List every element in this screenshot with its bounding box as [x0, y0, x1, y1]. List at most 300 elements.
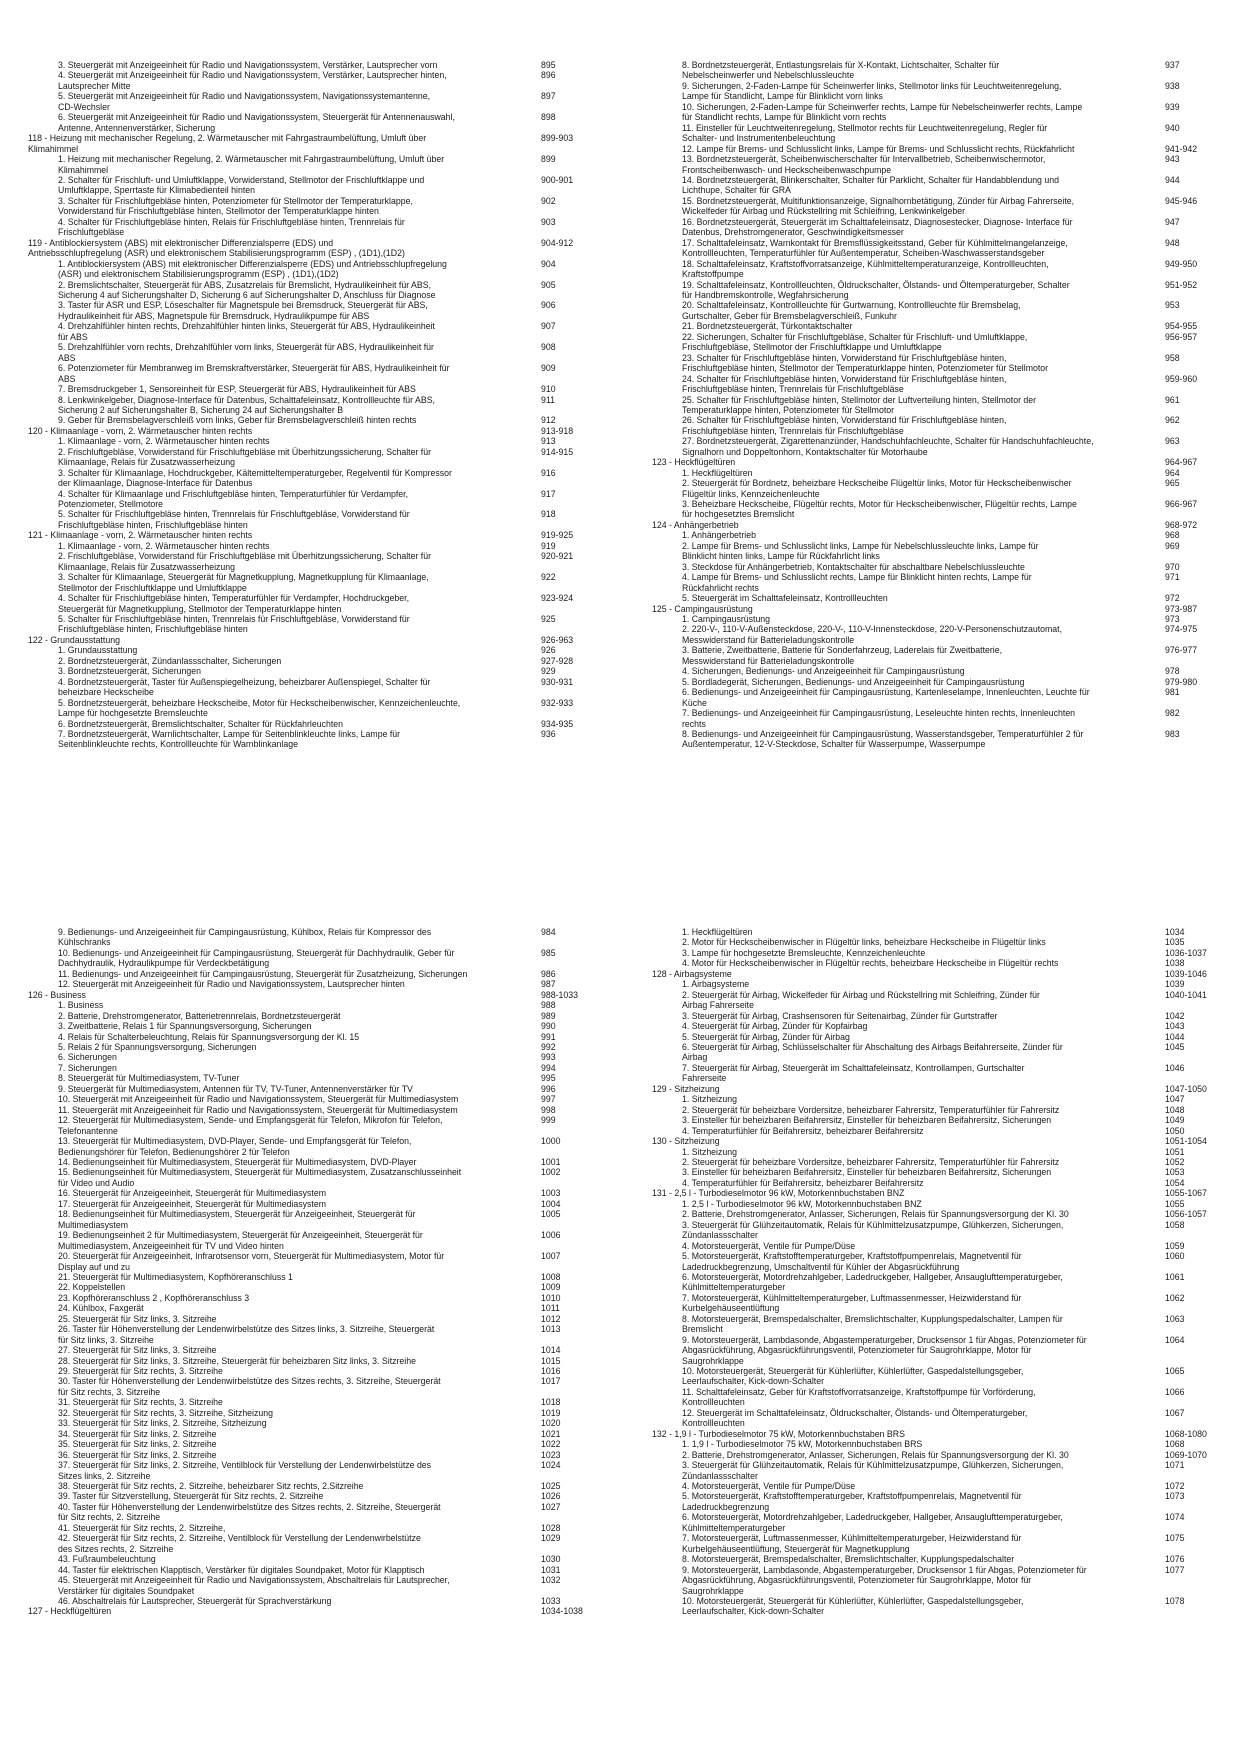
- page-number: 1053: [1165, 1167, 1185, 1178]
- section-title: 124 - Anhängerbetrieb: [652, 519, 739, 530]
- page-number: 925: [541, 614, 556, 625]
- entry-title: 2. Motor für Heckscheibenwischer in Flügeltür links, beheizbare Heckscheibe in Flügeltür links: [682, 937, 1046, 948]
- page-number: 1051-1054: [1165, 1136, 1207, 1147]
- page-number: 1001: [541, 1156, 561, 1167]
- index-entry: [28, 1199, 588, 1209]
- entry-title: 6. Steuergerät für Airbag, Schlüsselschalter für Abschaltung des Airbags Beifahrerseite, Zünder für Airbag: [682, 1041, 1063, 1063]
- entry-title: 21. Steuergerät für Multimediasystem, Kopfhöreranschluss 1: [58, 1271, 293, 1282]
- entry-title: 27. Steuergerät für Sitz links, 3. Sitzreihe: [58, 1345, 217, 1356]
- page-number: 1059: [1165, 1240, 1185, 1251]
- entry-title: 12. Steuergerät für Multimediasystem, Sende- und Empfangsgerät für Telefon, Mikrofon für Telefon, Telefonantenne: [58, 1115, 443, 1136]
- index-entry: [652, 666, 1212, 676]
- page-number: 986: [541, 968, 556, 979]
- entry-title: 43. Fußraumbeleuchtung: [58, 1554, 156, 1565]
- page-number: 900-901: [541, 174, 574, 185]
- entry-title: 19. Schalttafeleinsatz, Kontrollleuchten, Öldruckschalter, Ölstands- und Öltemperaturgeber, Schalter für Handbremskontrolle, Wegfahrsicherung: [682, 279, 1070, 300]
- entry-title: 22. Koppelstellen: [58, 1282, 126, 1293]
- index-entry: [652, 1251, 1212, 1272]
- index-entry: [28, 1460, 588, 1481]
- index-entry: [28, 572, 588, 593]
- page-number: 1029: [541, 1533, 561, 1544]
- entry-title: 2. Batterie, Drehstromgenerator, Batterietrennrelais, Bordnetzsteuergerät: [58, 1010, 341, 1021]
- page-number: 1031: [541, 1564, 561, 1575]
- page-number: 1077: [1165, 1564, 1185, 1575]
- index-entry: [28, 1303, 588, 1313]
- section-title: 119 - Antiblockiersystem (ABS) mit elektronischer Differenzialsperre (EDS) und Antriebsschlupfregelung (ASR) und elektronischem Stabilisierungsprogramm (ESP) , (1D1),(1D2): [28, 237, 405, 259]
- page-number: 1048: [1165, 1104, 1185, 1115]
- page-number: 909: [541, 363, 556, 374]
- entry-title: 25. Steuergerät für Sitz links, 3. Sitzreihe: [58, 1313, 217, 1324]
- entry-title: 3. Bordnetzsteuergerät, Sicherungen: [58, 666, 202, 677]
- page-number: 927-928: [541, 655, 574, 666]
- entry-title: 9. Geber für Bremsbelagverschleiß vorn links, Geber für Bremsbelagverschleiß hinten rechts: [58, 415, 417, 426]
- index-entry: [28, 719, 588, 729]
- page-number: 897: [541, 91, 556, 102]
- page-number: 1045: [1165, 1041, 1185, 1052]
- index-entry: [28, 551, 588, 572]
- entry-title: 12. Steuergerät mit Anzeigeeinheit für Radio und Navigationssystem, Lautsprecher hinten: [58, 979, 405, 990]
- index-entry: [652, 196, 1212, 217]
- entry-title: 14. Bedienungseinheit für Multimediasystem, Steuergerät für Multimediasystem, DVD-Player: [58, 1156, 417, 1167]
- index-entry: [652, 1460, 1212, 1481]
- page-number: 1015: [541, 1355, 561, 1366]
- page-number: 979-980: [1165, 676, 1198, 687]
- entry-title: 9. Sicherungen, 2-Faden-Lampe für Scheinwerfer links, Stellmotor links für Leuchtweitenregelung, Lampe für Standlicht, Lampe für Blinklicht vorn links: [682, 80, 1062, 102]
- section-heading-entry: [28, 635, 588, 645]
- index-entry: [652, 436, 1212, 457]
- entry-title: 4. Relais für Schalterbeleuchtung, Relais für Spannungsversorgung der Kl. 15: [58, 1031, 360, 1042]
- entry-title: 1. Klimaanlage - vorn, 2. Wärmetauscher hinten rechts: [58, 436, 270, 447]
- page-number: 1049: [1165, 1115, 1185, 1126]
- page-number: 945-946: [1165, 195, 1198, 206]
- page-number: 968-972: [1165, 519, 1198, 530]
- index-entry: [652, 1512, 1212, 1533]
- entry-title: 15. Bedienungseinheit für Multimediasystem, Steuergerät für Multimediasystem, Zusatzanschlusseinheit für Video und Audio: [58, 1167, 462, 1188]
- index-entry: [652, 562, 1212, 572]
- page-number: 973: [1165, 614, 1180, 625]
- section-title: 121 - Klimaanlage - vorn, 2. Wärmetauscher hinten rechts: [28, 530, 253, 541]
- index-entry: [652, 1167, 1212, 1177]
- index-entry: [652, 175, 1212, 196]
- entry-title: 5. Schalter für Frischluftgebläse hinten, Trennrelais für Frischluftgebläse, Vorwiderstand für Frischluftgebläse hinten, Frischluftgebläse hinten: [58, 509, 410, 530]
- index-entry: [28, 1021, 588, 1031]
- index-entry: [28, 1230, 588, 1251]
- page-number: 958: [1165, 352, 1180, 363]
- entry-title: 3. Steuergerät für Glühzeitautomatik, Relais für Kühlmittelzusatzpumpe, Glühkerzen, Sicherungen, Zündanlassschalter: [682, 1219, 1064, 1241]
- page-number: 989: [541, 1010, 556, 1021]
- entry-title: 2. Bordnetzsteuergerät, Zündanlassschalter, Sicherungen: [58, 655, 282, 666]
- entry-title: 2. Steuergerät für Bordnetz, beheizbare Heckscheibe Flügeltür links, Motor für Heckscheibenwischer Flügeltür links, Kennzeichenleuchte: [682, 478, 1072, 499]
- index-entry: [28, 1115, 588, 1136]
- index-entry: [28, 1491, 588, 1501]
- index-entry: [652, 144, 1212, 154]
- index-entry: [28, 948, 588, 969]
- entry-title: 3. Steckdose für Anhängerbetrieb, Kontaktschalter für abschaltbare Nebelschlussleuchte: [682, 561, 1025, 572]
- page-number: 1071: [1165, 1460, 1185, 1471]
- entry-title: 12. Lampe für Brems- und Schlusslicht links, Lampe für Brems- und Schlusslicht rechts, Rückfahrlicht: [682, 143, 1075, 154]
- page-number: 1064: [1165, 1334, 1185, 1345]
- page-number: 1065: [1165, 1366, 1185, 1377]
- page-number: 970: [1165, 561, 1180, 572]
- index-entry: [652, 374, 1212, 395]
- page-number: 992: [541, 1041, 556, 1052]
- entry-title: 3. Steuergerät für Airbag, Crashsensoren für Seitenairbag, Zünder für Gurtstraffer: [682, 1010, 998, 1021]
- section-heading-entry: [28, 133, 588, 154]
- page-number: 966-967: [1165, 499, 1198, 510]
- entry-title: 10. Steuergerät mit Anzeigeeinheit für Radio und Navigationssystem, Steuergerät für Multimediasystem: [58, 1094, 459, 1105]
- entry-title: 2. Steuergerät für Airbag, Wickelfeder für Airbag und Rückstellring mit Schleifring, Zünder für Airbag Fahrerseite: [682, 989, 1040, 1011]
- page-number: 948: [1165, 237, 1180, 248]
- entry-title: 1. Antiblockiersystem (ABS) mit elektronischer Differenzialsperre (EDS) und Antriebsschlupfregelung (ASR) und elektronischem Stabilisierungsprogramm (ESP) , (1D1),(1D2): [58, 258, 447, 280]
- index-entry: [652, 259, 1212, 280]
- index-entry: [652, 60, 1212, 81]
- section-title: 127 - Heckflügeltüren: [28, 1606, 112, 1617]
- section-heading-entry: [652, 1084, 1212, 1094]
- page-number: 913: [541, 436, 556, 447]
- section-heading-entry: [652, 520, 1212, 530]
- page-number: 1027: [541, 1501, 561, 1512]
- index-entry: [28, 1356, 588, 1366]
- page-number: 991: [541, 1031, 556, 1042]
- page-number: 954-955: [1165, 321, 1198, 332]
- index-entry: [652, 1565, 1212, 1596]
- entry-title: 39. Taster für Sitzverstellung, Steuergerät für Sitz rechts, 2. Sitzreihe: [58, 1491, 324, 1502]
- page-number: 914-915: [541, 446, 574, 457]
- index-entry: [28, 1345, 588, 1355]
- section-title: 129 - Sitzheizung: [652, 1083, 720, 1094]
- entry-title: 37. Steuergerät für Sitz links, 2. Sitzreihe, Ventilblock für Verstellung der Lendenwirbelstütze des Sitzes links, 2. Sitzreihe: [58, 1460, 432, 1481]
- entry-title: 17. Schalttafeleinsatz, Warnkontakt für Bremsflüssigkeitsstand, Geber für Kühlmittelmangelanzeige, Kontrollleuchten, Temperaturfühler für Außentemperatur, Scheiben-Waschwasserstandsgeber: [682, 237, 1068, 259]
- index-entry: [28, 1429, 588, 1439]
- page-number: 1007: [541, 1251, 561, 1262]
- entry-title: 7. Bedienungs- und Anzeigeeinheit für Campingausrüstung, Leseleuchte hinten rechts, Innenleuchten rechts: [682, 708, 1076, 729]
- entry-title: 15. Bordnetzsteuergerät, Multifunktionsanzeige, Signalhornbetätigung, Zünder für Airbag Fahrerseite, Wickelfeder für Airbag und Rückstellring mit Schleifring, Lenkwinkelgeber: [682, 195, 1075, 217]
- entry-title: 5. Motorsteuergerät, Kraftstofftemperaturgeber, Kraftstoffpumpenrelais, Magnetventil für Ladedruckbegrenzung: [682, 1491, 1022, 1512]
- page-number: 969: [1165, 540, 1180, 551]
- index-entry: [652, 927, 1212, 937]
- page-number: 1024: [541, 1460, 561, 1471]
- page-number: 1068: [1165, 1439, 1185, 1450]
- index-entry: [652, 1408, 1212, 1429]
- page-number: 994: [541, 1062, 556, 1073]
- entry-title: 25. Schalter für Frischluftgebläse hinten, Stellmotor der Luftverteilung hinten, Stellmotor der Temperaturklappe hinten, Potenziometer für Stellmotor: [682, 394, 1037, 415]
- page-number: 953: [1165, 300, 1180, 311]
- entry-title: 16. Steuergerät für Anzeigeeinheit, Steuergerät für Multimediasystem: [58, 1188, 326, 1199]
- page-number: 974-975: [1165, 624, 1198, 635]
- entry-title: 7. Bordnetzsteuergerät, Warnlichtschalter, Lampe für Seitenblinkleuchte links, Lampe für Seitenblinkleuchte rechts, Kontrollleuchte für Warnblinkanlage: [58, 729, 401, 750]
- index-entry: [652, 238, 1212, 259]
- entry-title: 6. Motorsteuergerät, Motordrehzahlgeber, Ladedruckgeber, Hallgeber, Ansauglufttemperaturgeber, Kühlmitteltemperaturgeber: [682, 1271, 1063, 1293]
- index-entry: [652, 1314, 1212, 1335]
- entry-title: 10. Sicherungen, 2-Faden-Lampe für Scheinwerfer rechts, Lampe für Nebelscheinwerfer rechts, Lampe für Standlicht rechts, Lampe für Blinklicht vorn rechts: [682, 101, 1083, 123]
- entry-title: 1. Airbagsysteme: [682, 979, 750, 990]
- entry-title: 2. Frischluftgebläse, Vorwiderstand für Frischluftgebläse mit Überhitzungssicherung, Schalter für Klimaanlage, Relais für Zusatzwasserheizung: [58, 446, 432, 468]
- entry-title: 13. Bordnetzsteuergerät, Scheibenwischerschalter für Intervallbetrieb, Scheibenwischermotor, Frontscheibenwasch- und Heckscheibenwaschpumpe: [682, 154, 1046, 175]
- index-entry: [28, 112, 588, 133]
- index-entry: [652, 645, 1212, 666]
- entry-title: 11. Steuergerät mit Anzeigeeinheit für Radio und Navigationssystem, Steuergerät für Multimediasystem: [58, 1104, 458, 1115]
- entry-title: 5. Steuergerät im Schalttafeleinsatz, Kontrollleuchten: [682, 593, 888, 604]
- entry-title: 4. Drehzahlfühler hinten rechts, Drehzahlfühler hinten links, Steuergerät für ABS, Hydraulikeinheit für ABS: [58, 321, 435, 342]
- section-heading-entry: [28, 1606, 588, 1616]
- page-number: 1052: [1165, 1156, 1185, 1167]
- section-heading-entry: [28, 238, 588, 259]
- index-entry: [652, 614, 1212, 624]
- index-entry: [652, 1157, 1212, 1167]
- index-entry: [28, 1418, 588, 1428]
- entry-title: 1. 2,5 l - Turbodieselmotor 96 kW, Motorkennbuchstaben BNZ: [682, 1198, 922, 1209]
- index-entry: [28, 1272, 588, 1282]
- section-heading-entry: [652, 604, 1212, 614]
- index-entry: [28, 1397, 588, 1407]
- page-number: 1047: [1165, 1094, 1185, 1105]
- page-number: 1068-1080: [1165, 1428, 1207, 1439]
- index-entry: [652, 1094, 1212, 1104]
- index-entry: [28, 1575, 588, 1596]
- index-entry: [652, 1209, 1212, 1219]
- section-title: 120 - Klimaanlage - vorn, 2. Wärmetauscher hinten rechts: [28, 425, 253, 436]
- page-number: 1030: [541, 1554, 561, 1565]
- page-number: 1011: [541, 1303, 560, 1314]
- page-number: 1074: [1165, 1512, 1185, 1523]
- entry-title: 7. Steuergerät für Airbag, Steuergerät im Schalttafeleinsatz, Kontrollampen, Gurtschalter Fahrerseite: [682, 1062, 1025, 1084]
- section-heading-entry: [28, 426, 588, 436]
- index-entry: [652, 1021, 1212, 1031]
- section-heading-entry: [652, 969, 1212, 979]
- entry-title: 19. Bedienungseinheit 2 für Multimediasystem, Steuergerät für Anzeigeeinheit, Steuergerät für Multimediasystem, Anzeigeeinheit für TV und Video hinten: [58, 1230, 423, 1251]
- index-entry: [652, 499, 1212, 520]
- index-entry: [28, 1502, 588, 1523]
- index-entry: [652, 979, 1212, 989]
- index-entry: [28, 415, 588, 425]
- entry-title: 23. Kopfhöreranschluss 2 , Kopfhöreranschluss 3: [58, 1292, 250, 1303]
- index-column-bottom-left: [28, 927, 588, 1617]
- page-number: 988: [541, 1000, 556, 1011]
- entry-title: 4. Motor für Heckscheibenwischer in Flügeltür rechts, beheizbare Heckscheibe in Flügeltür rechts: [682, 958, 1059, 969]
- entry-title: 8. Bordnetzsteuergerät, Entlastungsrelais für X-Kontakt, Lichtschalter, Schalter für Nebelscheinwerfer und Nebelschlussleuchte: [682, 60, 1000, 81]
- entry-title: 14. Bordnetzsteuergerät, Blinkerschalter, Schalter für Parklicht, Schalter für Handabblendung und Lichthupe, Schalter für GRA: [682, 174, 1059, 196]
- entry-title: 5. Steuergerät mit Anzeigeeinheit für Radio und Navigationssystem, Navigationssystemantenne, CD-Wechsler: [58, 91, 431, 112]
- page-number: 1004: [541, 1198, 561, 1209]
- entry-title: 7. Motorsteuergerät, Luftmassenmesser, Kühlmitteltemperaturgeber, Heizwiderstand für Kurbelgehäuseentlüftung, Steuergerät für Magnetkupplung: [682, 1533, 1022, 1554]
- index-entry: [652, 1147, 1212, 1157]
- entry-title: 9. Bedienungs- und Anzeigeeinheit für Campingausrüstung, Kühlbox, Relais für Kompressor des Kühlschranks: [58, 927, 432, 948]
- index-entry: [652, 1241, 1212, 1251]
- page-number: 1010: [541, 1292, 561, 1303]
- entry-title: 26. Taster für Höhenverstellung der Lendenwirbelstütze des Sitzes links, 3. Sitzreihe, Steuergerät für Sitz links, 3. Sitzreihe: [58, 1324, 435, 1345]
- section-heading-entry: [652, 1188, 1212, 1198]
- page-number: 904-912: [541, 237, 574, 248]
- index-entry: [652, 81, 1212, 102]
- page-number: 1062: [1165, 1292, 1185, 1303]
- page-number: 947: [1165, 216, 1180, 227]
- section-title: 123 - Heckflügeltüren: [652, 457, 736, 468]
- section-heading-entry: [652, 1136, 1212, 1146]
- index-entry: [652, 1596, 1212, 1617]
- entry-title: 3. Steuergerät mit Anzeigeeinheit für Radio und Navigationssystem, Verstärker, Lautsprecher vorn: [58, 60, 438, 70]
- index-entry: [652, 217, 1212, 238]
- index-entry: [28, 342, 588, 363]
- index-entry: [28, 979, 588, 989]
- page-number: 987: [541, 979, 556, 990]
- entry-title: 2. Lampe für Brems- und Schlusslicht links, Lampe für Nebelschlussleuchte links, Lampe für Blinklicht hinten links, Lampe für Rückfahrlicht links: [682, 540, 1039, 562]
- index-entry: [652, 572, 1212, 593]
- page-number: 1005: [541, 1209, 561, 1220]
- page-number: 976-977: [1165, 645, 1198, 656]
- page-number: 1047-1050: [1165, 1083, 1207, 1094]
- entry-title: 6. Sicherungen: [58, 1052, 117, 1063]
- entry-title: 44. Taster für elektrischen Klapptisch, Verstärker für digitales Soundpaket, Motor für Klapptisch: [58, 1564, 425, 1575]
- entry-title: 3. Einsteller für beheizbaren Beifahrersitz, Einsteller für beheizbaren Beifahrersitz, Sicherungen: [682, 1115, 1052, 1126]
- page-number: 1006: [541, 1230, 561, 1241]
- page-number: 990: [541, 1021, 556, 1032]
- entry-title: 2. Frischluftgebläse, Vorwiderstand für Frischluftgebläse mit Überhitzungssicherung, Schalter für Klimaanlage, Relais für Zusatzwasserheizung: [58, 551, 432, 572]
- page-number: 951-952: [1165, 279, 1198, 290]
- entry-title: 5. Drehzahlfühler vorn rechts, Drehzahlfühler vorn links, Steuergerät für ABS, Hydraulikeinheit für ABS: [58, 342, 434, 363]
- entry-title: 4. Bordnetzsteuergerät, Taster für Außenspiegelheizung, beheizbarer Außenspiegel, Schalter für beheizbare Heckscheibe: [58, 676, 431, 698]
- page-number: 998: [541, 1104, 556, 1115]
- index-entry: [652, 677, 1212, 687]
- entry-title: 9. Motorsteuergerät, Lambdasonde, Abgastemperaturgeber, Drucksensor 1 für Abgas, Potenziometer für Abgasrückführung, Abgasrückführungsventil, Potenziometer für Saugrohrklappe, Motor für Saugrohrklappe: [682, 1334, 1087, 1366]
- index-entry: [652, 102, 1212, 123]
- index-entry: [28, 280, 588, 301]
- entry-title: 2. Batterie, Drehstromgenerator, Anlasser, Sicherungen, Relais für Spannungsversorgung der Kl. 30: [682, 1449, 1069, 1460]
- page-number: 926-963: [541, 634, 574, 645]
- entry-title: 4. Motorsteuergerät, Ventile für Pumpe/Düse: [682, 1481, 856, 1492]
- index-entry: [652, 280, 1212, 301]
- index-entry: [652, 1126, 1212, 1136]
- index-entry: [652, 1042, 1212, 1063]
- entry-title: 3. Einsteller für beheizbaren Beifahrersitz, Einsteller für beheizbaren Beifahrersitz, Sicherungen: [682, 1167, 1052, 1178]
- index-entry: [28, 70, 588, 91]
- page-number: 907: [541, 321, 556, 332]
- entry-title: 13. Steuergerät für Multimediasystem, DVD-Player, Sende- und Empfangsgerät für Telefon, Bedienungshörer für Telefon, Bedienungshörer 2 für Telefon: [58, 1136, 412, 1157]
- entry-title: 3. Beheizbare Heckscheibe, Flügeltür rechts, Motor für Heckscheibenwischer, Flügeltür rechts, Lampe für hochgesetztes Bremslicht: [682, 499, 1077, 520]
- page-number: 919: [541, 540, 556, 551]
- entry-title: 8. Lenkwinkelgeber, Diagnose-Interface für Datenbus, Schalttafeleinsatz, Kontrollleuchte für ABS, Sicherung 2 auf Sicherungshalter B, Sicherung 24 auf Sicherungshalter B: [58, 394, 435, 415]
- index-entry: [28, 1209, 588, 1230]
- index-entry: [652, 154, 1212, 175]
- index-entry: [28, 1533, 588, 1554]
- entry-title: 8. Motorsteuergerät, Bremspedalschalter, Bremslichtschalter, Kupplungspedalschalter, Lampen für Bremslicht: [682, 1313, 1063, 1335]
- index-column-bottom-right: [652, 927, 1212, 1617]
- entry-title: 27. Bordnetzsteuergerät, Zigarettenanzünder, Handschuhfachleuchte, Schalter für Handschuhfachleuchte, Signalhorn und Doppeltonhorn, Kontaktschalter für Motorhaube: [682, 436, 1094, 457]
- index-entry: [28, 541, 588, 551]
- page-number: 939: [1165, 101, 1180, 112]
- page-number: 899: [541, 154, 556, 165]
- entry-title: 4. Steuergerät für Airbag, Zünder für Kopfairbag: [682, 1021, 868, 1032]
- entry-title: 3. Lampe für hochgesetzte Bremsleuchte, Kennzeichenleuchte: [682, 947, 926, 958]
- page-number: 1043: [1165, 1021, 1185, 1032]
- entry-title: 16. Bordnetzsteuergerät, Steuergerät im Schalttafeleinsatz, Diagnosestecker, Diagnose- Interface für Datenbus, Drehstromgenerator, Geschwindigkeitsmesser: [682, 216, 1073, 238]
- page-number: 982: [1165, 708, 1180, 719]
- page-number: 1025: [541, 1481, 561, 1492]
- entry-title: 10. Motorsteuergerät, Steuergerät für Kühlerlüfter, Kühlerlüfter, Gaspedalstellungsgeber, Leerlaufschalter, Kick-down-Schalter: [682, 1596, 1024, 1617]
- page-number: 971: [1165, 572, 1180, 583]
- page-number: 956-957: [1165, 331, 1198, 342]
- section-title: 132 - 1,9 l - Turbodieselmotor 75 kW, Motorkennbuchstaben BRS: [652, 1428, 905, 1439]
- page-number: 981: [1165, 687, 1180, 698]
- page-number: 1002: [541, 1167, 561, 1178]
- entry-title: 18. Schalttafeleinsatz, Kraftstoffvorratsanzeige, Kühlmitteltemperaturanzeige, Kontrollleuchten, Kraftstoffpumpe: [682, 258, 1049, 280]
- index-entry: [652, 1032, 1212, 1042]
- index-entry: [28, 1188, 588, 1198]
- index-entry: [652, 1178, 1212, 1188]
- entry-title: 24. Kühlbox, Faxgerät: [58, 1303, 144, 1314]
- page-number: 985: [541, 947, 556, 958]
- entry-title: 11. Einsteller für Leuchtweitenregelung, Stellmotor rechts für Leuchtweitenregelung, Regler für Schalter- und Instrumentenbeleuchtung: [682, 122, 1048, 144]
- page-number: 902: [541, 195, 556, 206]
- index-entry: [652, 1199, 1212, 1209]
- page-number: 1063: [1165, 1313, 1185, 1324]
- index-entry: [28, 927, 588, 948]
- page-number: 1076: [1165, 1554, 1185, 1565]
- page-number: 949-950: [1165, 258, 1198, 269]
- page-number: 1039: [1165, 979, 1185, 990]
- index-entry: [28, 1011, 588, 1021]
- entry-title: 4. Schalter für Klimaanlage und Frischluftgebläse hinten, Temperaturfühler für Verdampfer, Potenziometer, Stellmotore: [58, 488, 409, 510]
- page-number: 922: [541, 572, 556, 583]
- page-number: 1051: [1165, 1146, 1185, 1157]
- page-number: 929: [541, 666, 556, 677]
- page-number: 1003: [541, 1188, 561, 1199]
- page-number: 1018: [541, 1397, 561, 1408]
- index-entry: [28, 447, 588, 468]
- index-entry: [28, 614, 588, 635]
- index-entry: [28, 677, 588, 698]
- index-entry: [652, 1272, 1212, 1293]
- index-entry: [652, 937, 1212, 947]
- entry-title: 5. Steuergerät für Airbag, Zünder für Airbag: [682, 1031, 850, 1042]
- page-number: 1056-1057: [1165, 1209, 1207, 1220]
- index-entry: [28, 1073, 588, 1083]
- page-number: 1044: [1165, 1031, 1185, 1042]
- page-number: 1023: [541, 1449, 561, 1460]
- section-title: 126 - Business: [28, 989, 86, 1000]
- entry-title: 29. Steuergerät für Sitz rechts, 3. Sitzreihe: [58, 1366, 223, 1377]
- entry-title: 4. Temperaturfühler für Beifahrersitz, beheizbarer Beifahrersitz: [682, 1177, 924, 1188]
- page-number: 1078: [1165, 1596, 1185, 1606]
- page-number: 896: [541, 70, 556, 81]
- index-entry: [28, 259, 588, 280]
- page-number: 934-935: [541, 718, 574, 729]
- page-number: 997: [541, 1094, 556, 1105]
- page-number: 1060: [1165, 1251, 1185, 1262]
- page-number: 917: [541, 488, 556, 499]
- page-number: 1028: [541, 1522, 561, 1533]
- entry-title: 6. Bedienungs- und Anzeigeeinheit für Campingausrüstung, Kartenleselampe, Innenleuchten, Leuchte für Küche: [682, 687, 1090, 708]
- index-entry: [28, 645, 588, 655]
- page-number: 1066: [1165, 1386, 1185, 1397]
- entry-title: 4. Sicherungen, Bedienungs- und Anzeigeeinheit für Campingausrüstung: [682, 666, 965, 677]
- entry-title: 4. Temperaturfühler für Beifahrersitz, beheizbarer Beifahrersitz: [682, 1125, 924, 1136]
- index-entry: [28, 1366, 588, 1376]
- section-title: 118 - Heizung mit mechanischer Regelung, 2. Wärmetauscher mit Fahrgastraumbelüftung, Umluft über Klimahimmel: [28, 133, 427, 154]
- entry-title: 26. Schalter für Frischluftgebläse hinten, Vorwiderstand für Frischluftgebläse hinten, Frischluftgebläse hinten, Trennrelais für Frischluftgebläse: [682, 415, 1007, 436]
- section-heading-entry: [652, 1429, 1212, 1439]
- entry-title: 2. Steuergerät für beheizbare Vordersitze, beheizbarer Fahrersitz, Temperaturfühler für Fahrersitz: [682, 1104, 1060, 1115]
- index-entry: [28, 509, 588, 530]
- page-number: 941-942: [1165, 143, 1198, 154]
- entry-title: 1. Heizung mit mechanischer Regelung, 2. Wärmetauscher mit Fahrgastraumbelüftung, Umluft über Klimahimmel: [58, 154, 445, 175]
- index-entry: [652, 1105, 1212, 1115]
- index-entry: [652, 395, 1212, 416]
- entry-title: 3. Taster für ASR und ESP, Löseschalter für Magnetspule bei Bremsdruck, Steuergerät für ABS, Hydraulikeinheit für ABS, Magnetspule für Bremsdruck, Hydraulikpumpe für ABS: [58, 300, 428, 321]
- entry-title: 10. Motorsteuergerät, Steuergerät für Kühlerlüfter, Kühlerlüfter, Gaspedalstellungsgeber, Leerlaufschalter, Kick-down-Schalter: [682, 1366, 1024, 1387]
- section-heading-entry: [28, 530, 588, 540]
- page-number: 944: [1165, 174, 1180, 185]
- entry-title: 1. Sitzheizung: [682, 1094, 737, 1105]
